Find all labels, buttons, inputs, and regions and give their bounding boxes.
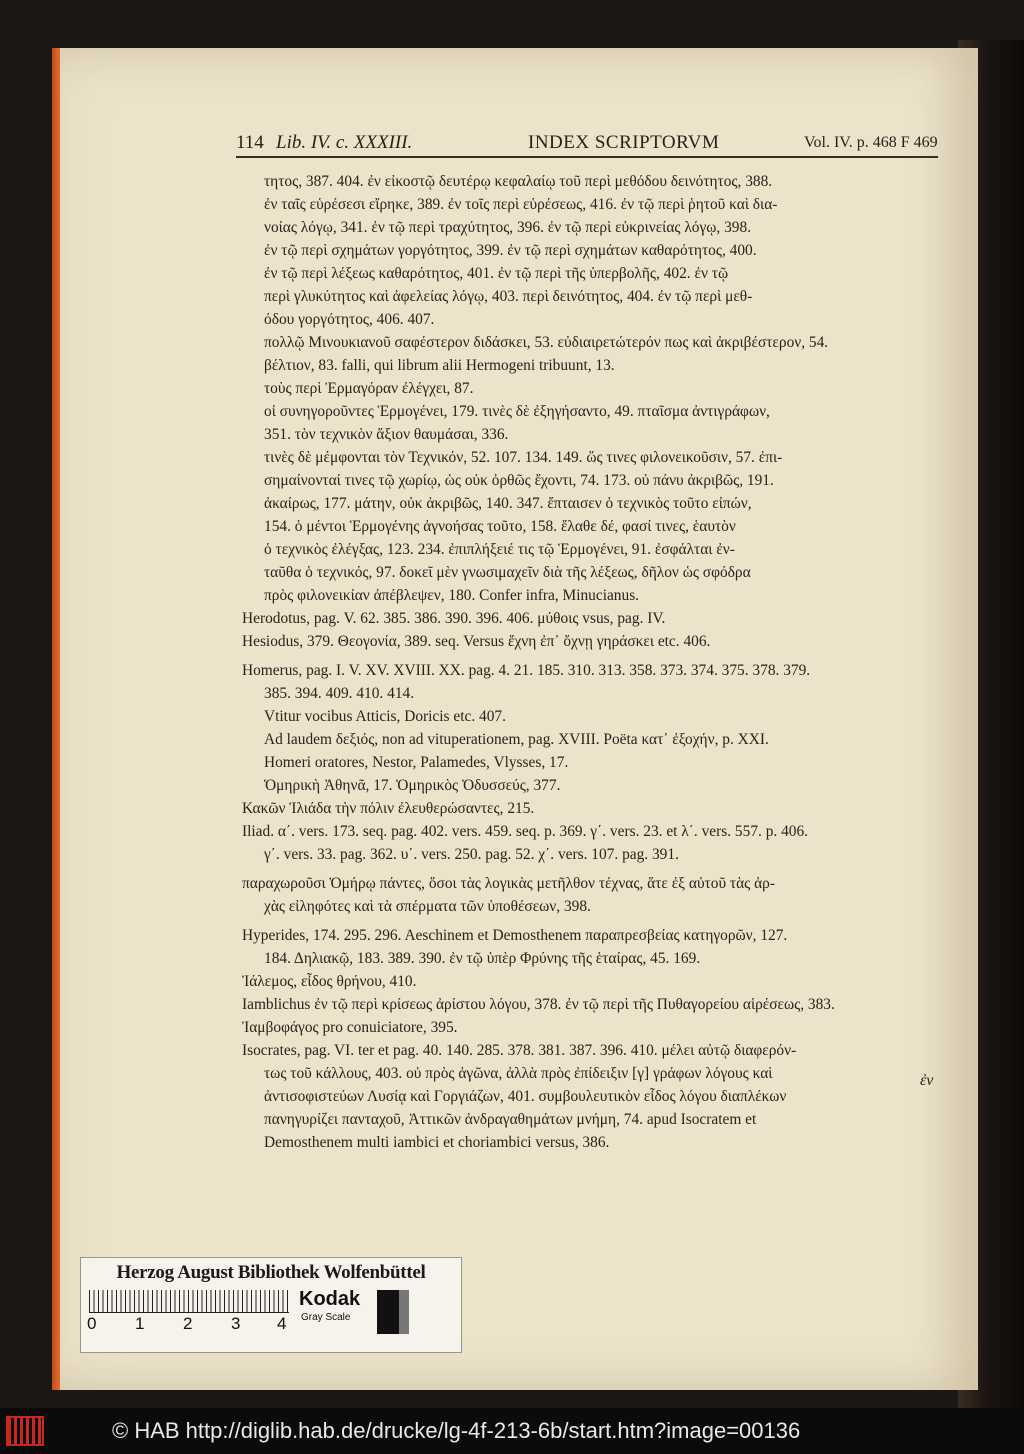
index-line: ὁ τεχνικὸς ἐλέγξας, 123. 234. ἐπιπλήξειέ τις τῷ Ἑρμογένει, 91. ἐσφάλται ἐν-	[264, 541, 735, 558]
index-line: περὶ γλυκύτητος καὶ ἀφελείας λόγῳ, 403. περὶ δεινότητος, 404. ἐν τῷ περὶ μεθ-	[264, 288, 753, 305]
measure-ruler	[89, 1290, 289, 1313]
header-rule	[236, 156, 938, 158]
index-line: Vtitur vocibus Atticis, Doricis etc. 407.	[264, 708, 506, 725]
index-line: Homeri oratores, Nestor, Palamedes, Vlysses, 17.	[264, 754, 569, 771]
index-line: Iamblichus ἐν τῷ περὶ κρίσεως ἀρίστου λόγου, 378. ἐν τῷ περὶ τῆς Πυθαγορείου αἱρέσεως, 383.	[242, 996, 835, 1013]
index-line: 385. 394. 409. 410. 414.	[264, 685, 415, 702]
index-line: ἐν τῷ περὶ σχημάτων γοργότητος, 399. ἐν τῷ περὶ σχημάτων καθαρότητος, 400.	[264, 242, 757, 259]
index-line: νοίας λόγῳ, 341. ἐν τῷ περὶ τραχύτητος, 396. ἐν τῷ περὶ εὐκρινείας λόγῳ, 398.	[264, 219, 752, 236]
index-line: Iliad. α΄. vers. 173. seq. pag. 402. vers. 459. seq. p. 369. γ΄. vers. 23. et λ΄. vers. 557. p. 406.	[242, 823, 809, 840]
index-line: τοὺς περὶ Ἑρμαγόραν ἐλέγχει, 87.	[264, 380, 474, 397]
index-line: Homerus, pag. I. V. XV. XVIII. XX. pag. 4. 21. 185. 310. 313. 358. 373. 374. 375. 378. 379.	[242, 662, 811, 679]
ruler-label: 0	[87, 1314, 97, 1333]
index-line: Ad laudem δεξιός, non ad vituperationem, pag. XVIII. Poëta κατ᾽ ἐξοχήν, p. XXI.	[264, 731, 769, 748]
index-line: 154. ὁ μέντοι Ἑρμογένης ἀγνοήσας τοῦτο, 158. ἔλαθε δέ, φασί τινες, ἑαυτὸν	[264, 518, 736, 535]
index-line: παραχωροῦσι Ὁμήρῳ πάντες, ὅσοι τὰς λογικὰς μετῆλθον τέχνας, ἅτε ἐξ αὐτοῦ τὰς ἀρ-	[242, 875, 775, 892]
index-line: βέλτιον, 83. falli, qui librum alii Hermogeni tribuunt, 13.	[264, 357, 615, 374]
footer-bar	[0, 1408, 1024, 1454]
page-title: INDEX SCRIPTORVM	[528, 132, 720, 153]
index-line: Ἰαμβοφάγος pro conuiciatore, 395.	[242, 1019, 458, 1036]
volume-ref: Vol. IV. p. 468 F 469	[804, 134, 938, 151]
index-line: χὰς εἰληφότες καὶ τὰ σπέρματα τῶν ὑποθέσεων, 398.	[264, 898, 591, 915]
page-number: 114	[236, 132, 264, 153]
hab-logo-icon	[6, 1416, 44, 1446]
index-line: ἀκαίρως, 177. μάτην, οὐκ ἀκριβῶς, 140. 347. ἔπταισεν ὁ τεχνικὸς τοῦτο εἰπών,	[264, 495, 752, 512]
index-line: Hesiodus, 379. Θεογονία, 389. seq. Versus ἔχνη ἐπ᾽ ὄχνῃ γηράσκει etc. 406.	[242, 633, 711, 650]
index-line: σημαίνονταί τινες τῷ χωρίῳ, ὡς οὐκ ὀρθῶς ἔχοντι, 74. 173. οὐ πάνυ ἀκριβῶς, 191.	[264, 472, 774, 489]
index-line: γ΄. vers. 33. pag. 362. υ΄. vers. 250. pag. 52. χ΄. vers. 107. pag. 391.	[264, 846, 679, 863]
ruler-label: 4	[277, 1314, 287, 1333]
index-line: Herodotus, pag. V. 62. 385. 386. 390. 396. 406. μύθοις vsus, pag. IV.	[242, 610, 666, 627]
index-body	[242, 170, 942, 1154]
index-line: 351. τὸν τεχνικὸν ἄξιον θαυμάσαι, 336.	[264, 426, 509, 443]
ruler-labels	[87, 1314, 297, 1334]
gray-patch-mid	[399, 1290, 409, 1334]
index-line: πρὸς φιλονεικίαν ἀπέβλεψεν, 180. Confer infra, Minucianus.	[264, 587, 640, 604]
index-line: ἐν τῷ περὶ λέξεως καθαρότητος, 401. ἐν τῷ περὶ τῆς ὑπερβολῆς, 402. ἐν τῷ	[264, 265, 729, 282]
index-line: Hyperides, 174. 295. 296. Aeschinem et Demosthenem παραπρεσβείας κατηγορῶν, 127.	[242, 927, 788, 944]
index-line: Demosthenem multi iambici et choriambici versus, 386.	[264, 1134, 610, 1151]
index-line: τως τοῦ κάλλους, 403. οὐ πρὸς ἀγῶνα, ἀλλὰ πρὸς ἐπίδειξιν [γ] γράφων λόγους καὶ	[264, 1065, 773, 1082]
library-color-card	[80, 1257, 462, 1353]
index-line: πανηγυρίζει πανταχοῦ, Ἀττικῶν ἀνδραγαθημάτων μνήμη, 74. apud Isocratem et	[264, 1111, 757, 1128]
gray-patch-black	[377, 1290, 399, 1334]
index-line: Ὁμηρικὴ Ἀθηνᾶ, 17. Ὁμηρικὸς Ὀδυσσεύς, 377.	[264, 777, 561, 794]
index-line: τινὲς δὲ μέμφονται τὸν Τεχνικόν, 52. 107. 134. 149. ὥς τινες φιλονεικοῦσιν, 57. ἐπι-	[264, 449, 783, 466]
gray-scale-label: Gray Scale	[301, 1312, 351, 1323]
ruler-label: 2	[183, 1314, 193, 1333]
index-line: Ἰάλεμος, εἶδος θρήνου, 410.	[242, 973, 417, 990]
kodak-logo: Kodak	[299, 1288, 361, 1310]
source-url[interactable]: © HAB http://diglib.hab.de/drucke/lg-4f-213-6b/start.htm?image=00136	[112, 1418, 801, 1443]
index-line: ἐν ταῖς εὑρέσεσι εἴρηκε, 389. ἐν τοῖς περὶ εὑρέσεως, 416. ἐν τῷ περὶ ῥητοῦ καὶ δια-	[264, 196, 778, 213]
library-name: Herzog August Bibliothek Wolfenbüttel	[116, 1262, 426, 1283]
catchword: ἐν	[920, 1072, 934, 1089]
running-head	[236, 128, 940, 158]
index-line: Κακῶν Ἰλιάδα τὴν πόλιν ἐλευθερώσαντες, 215.	[242, 800, 535, 817]
index-line: πολλῷ Μινουκιανοῦ σαφέστερον διδάσκει, 53. εὐδιαιρετώτερόν πως καὶ ἀκριβέστερον, 54.	[264, 334, 829, 351]
index-line: ταῦθα ὁ τεχνικός, 97. δοκεῖ μὲν γνωσιμαχεῖν διὰ τῆς λέξεως, δῆλον ὡς σφόδρα	[264, 564, 751, 581]
index-line: Isocrates, pag. VI. ter et pag. 40. 140. 285. 378. 381. 387. 396. 410. μέλει αὐτῷ διαφερόν-	[242, 1042, 797, 1059]
index-line: όδου γοργότητος, 406. 407.	[264, 311, 435, 328]
ruler-label: 3	[231, 1314, 241, 1333]
index-line: 184. Δηλιακῷ, 183. 389. 390. ἐν τῷ ὑπὲρ Φρύνης τῆς ἑταίρας, 45. 169.	[264, 950, 701, 967]
ruler-label: 1	[135, 1314, 145, 1333]
gray-patch-white	[409, 1290, 449, 1334]
index-line: οἱ συνηγοροῦντες Ἑρμογένει, 179. τινὲς δὲ ἐξηγήσαντο, 49. πταῖσμα ἀντιγράφων,	[264, 403, 770, 420]
section-ref: Lib. IV. c. XXXIII.	[276, 132, 413, 153]
index-line: ἀντισοφιστεύων Λυσίᾳ καὶ Γοργιάζων, 401. συμβουλευτικὸν εἶδος λόγου διαπλέκων	[264, 1088, 787, 1105]
index-line: τητος, 387. 404. ἐν εἰκοστῷ δευτέρῳ κεφαλαίῳ τοῦ περὶ μεθόδου δεινότητος, 388.	[264, 173, 773, 190]
